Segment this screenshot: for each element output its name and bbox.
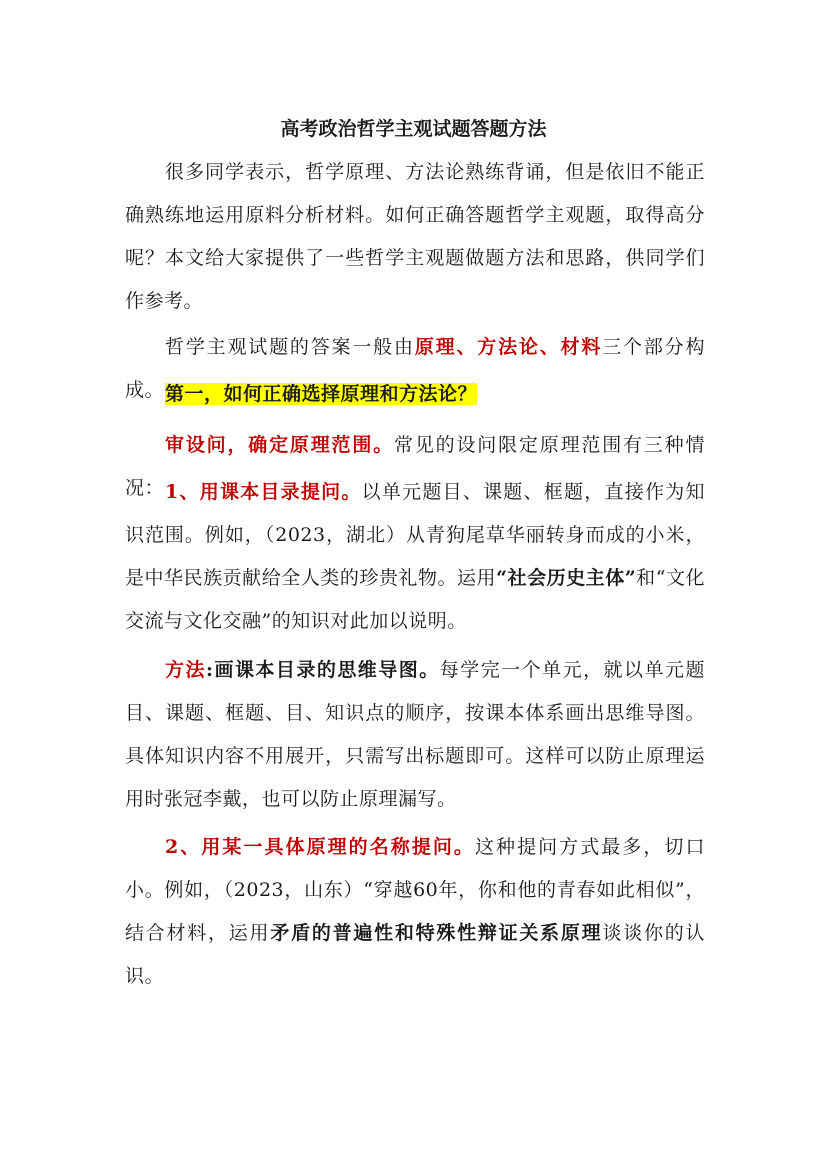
item2-bold: 矛盾的普遍性和特殊性辩证关系原理 <box>270 922 603 944</box>
item1-lead: 1、用课本目录提问。 <box>165 481 362 503</box>
item2-text-b: 谈谈你的认识。 <box>125 922 705 987</box>
item1-paragraph <box>125 471 705 643</box>
item1-text-b: 和“文化交流与文化交融”的知识对此加以说明。 <box>125 567 705 632</box>
item2-text-a: 这种提问方式最多，切口小。例如，（2023，山东）“穿越60年，你和他的青春如此相似”，结合材料，运用 <box>125 836 705 944</box>
item1-bold: “社会历史主体” <box>496 567 637 589</box>
section1-heading: 第一，如何正确选择原理和方法论？ <box>165 383 478 405</box>
method-lead: 画课本目录的思维导图。 <box>213 659 440 681</box>
item2-lead: 2、用某一具体原理的名称提问。 <box>165 836 475 858</box>
composition-parts: 原理、方法论、材料 <box>414 336 603 358</box>
step-text: 常见的设问限定原理范围有三种情况： <box>125 434 705 499</box>
step-lead: 审设问，确定原理范围。 <box>165 434 395 456</box>
method-colon: : <box>205 659 214 681</box>
page-title: 高考政治哲学主观试题答题方法 <box>280 118 547 140</box>
item1-text-a: 以单元题目、课题、框题，直接作为知识范围。例如，（2023，湖北）从青狗尾草华丽转身而成的小米，是中华民族贡献给全人类的珍贵礼物。运用 <box>125 481 705 589</box>
composition-suffix: 三个部分构成。 <box>125 336 705 401</box>
intro-paragraph: 很多同学表示，哲学原理、方法论熟练背诵，但是依旧不能正确熟练地运用原料分析材料。如何正确答题哲学主观题，取得高分呢？本文给大家提供了一些哲学主观题做题方法和思路，供同学们作参考。 <box>125 161 705 312</box>
composition-prefix: 哲学主观试题的答案一般由 <box>165 336 415 358</box>
method-paragraph <box>125 649 705 821</box>
method-label: 方法 <box>165 659 206 681</box>
item2-paragraph <box>125 826 705 998</box>
method-text: 每学完一个单元，就以单元题目、课题、框题、目、知识点的顺序，按课本体系画出思维导图。具体知识内容不用展开，只需写出标题即可。这样可以防止原理运用时张冠李戴，也可以防止原理漏写。 <box>125 659 705 810</box>
section1-heading-paragraph <box>125 373 705 416</box>
